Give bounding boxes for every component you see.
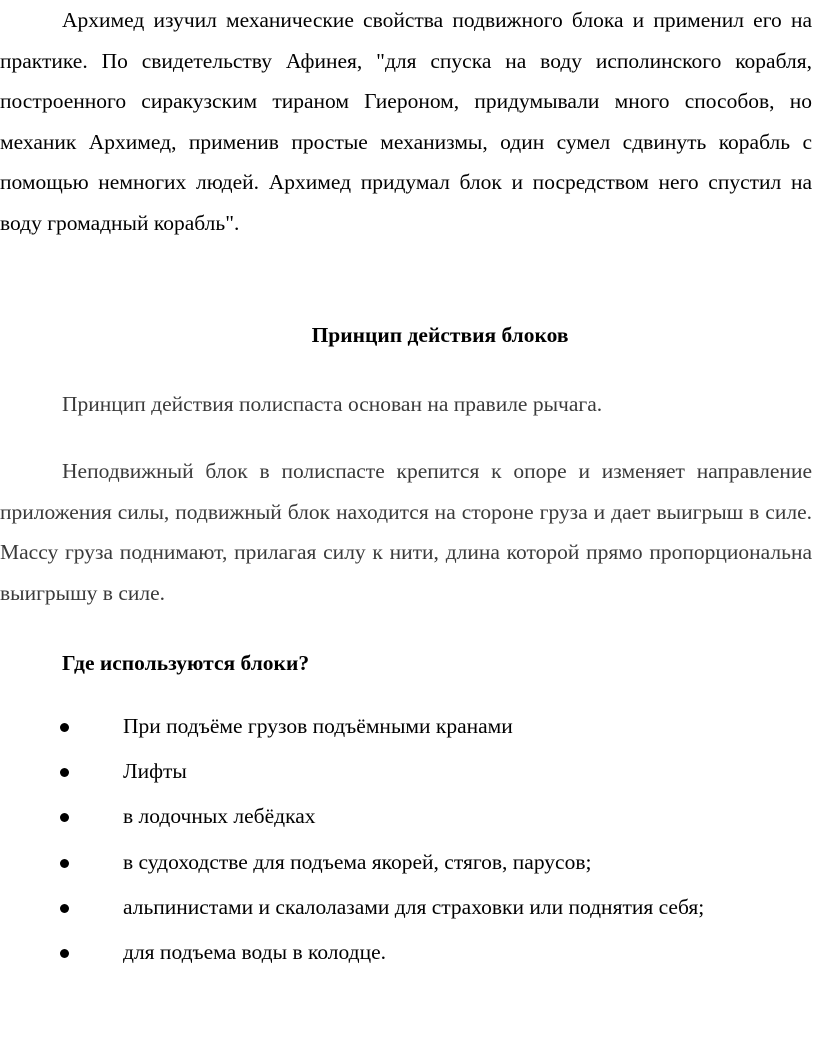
paragraph-lever: Принцип действия полиспаста основан на правиле рычага. (62, 392, 603, 416)
list-item-text: в лодочных лебёдках (123, 804, 316, 829)
bullet-icon (60, 813, 69, 822)
paragraph-blocks: Неподвижный блок в полиспасте крепится к опоре и изменяет направление приложения силы, подвижный блок находится на стороне груза и дает выигрыш в силе. Массу груза поднимают, прилагая силу к нити, длина которой прямо пропорциональна выигрышу в силе. (0, 459, 812, 605)
bullet-icon (60, 949, 69, 958)
bullet-icon (60, 859, 69, 868)
paragraph-archimedes: Архимед изучил механические свойства подвижного блока и применил его на практике. По свидетельству Афинея, "для спуска на воду исполинского корабля, построенного сиракузским тираном Гиероном, придумывали много способов, но механик Архимед, применив простые механизмы, один сумел сдвинуть корабль с помощью немногих людей. Архимед придумал блок и посредством него спустил на воду громадный корабль". (0, 8, 812, 235)
list-item-text: в судоходстве для подъема якорей, стягов, парусов; (123, 849, 592, 874)
bullet-icon (60, 723, 69, 732)
bullet-icon (60, 904, 69, 913)
list-item-text: Лифты (123, 759, 187, 784)
heading-principle: Принцип действия блоков (311, 323, 569, 347)
bullet-icon (60, 768, 69, 777)
list-item-text: для подъема воды в колодце. (123, 939, 387, 964)
heading-uses: Где используются блоки? (62, 651, 310, 675)
list-item-text: альпинистами и скалолазами для страховки или поднятия себя; (123, 894, 705, 919)
list-item-text: При подъёме грузов подъёмными кранами (123, 714, 513, 738)
